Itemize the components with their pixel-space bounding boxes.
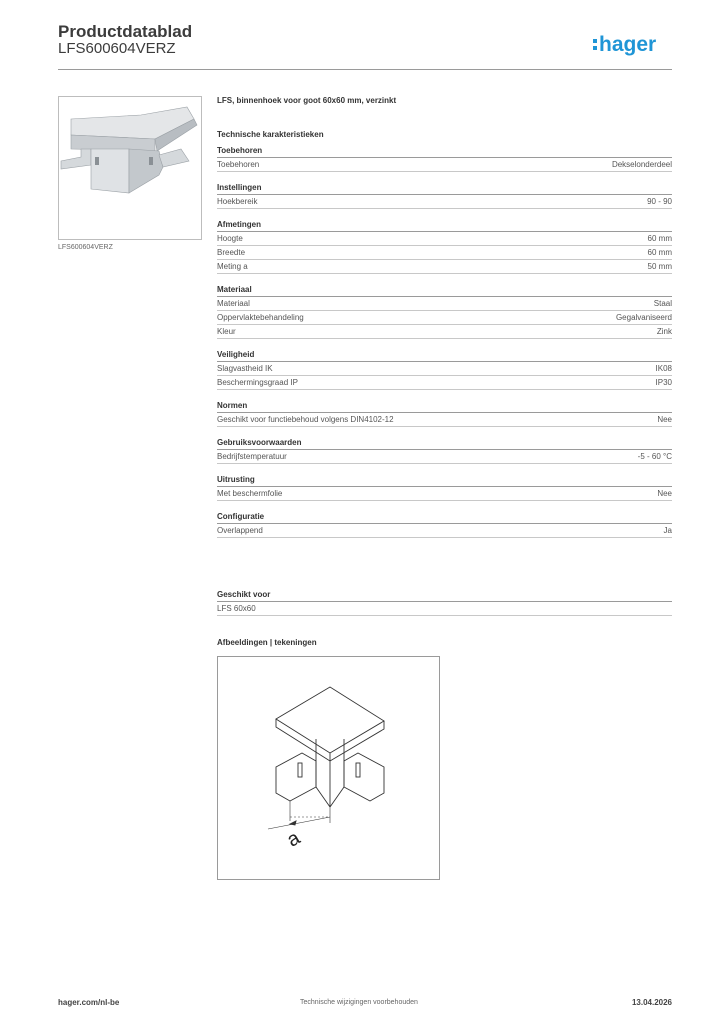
spec-section-title: Gebruiksvoorwaarden xyxy=(217,437,672,450)
spec-section-title: Materiaal xyxy=(217,284,672,297)
spec-section xyxy=(217,284,672,339)
spec-sections xyxy=(217,145,672,538)
spec-label: Hoekbereik xyxy=(217,197,258,206)
spec-row xyxy=(217,232,672,246)
footer-date: 13.04.2026 xyxy=(631,998,672,1007)
spec-value: 90 - 90 xyxy=(647,197,672,206)
dimension-label-a: a xyxy=(283,826,304,852)
suitable-for-title: Geschikt voor xyxy=(217,589,672,602)
spec-row xyxy=(217,376,672,390)
spec-value: Nee xyxy=(657,489,672,498)
spec-value: Ja xyxy=(663,526,672,535)
spec-value: Staal xyxy=(653,299,672,308)
spec-label: Materiaal xyxy=(217,299,250,308)
suitable-for-item: LFS 60x60 xyxy=(217,604,256,613)
spec-label: Oppervlaktebehandeling xyxy=(217,313,304,322)
spec-value: 60 mm xyxy=(647,248,672,257)
spec-value: 60 mm xyxy=(647,234,672,243)
spec-section-title: Afmetingen xyxy=(217,219,672,232)
product-code: LFS600604VERZ xyxy=(58,40,176,57)
spec-heading: Technische karakteristieken xyxy=(217,130,324,139)
footer-disclaimer: Technische wijzigingen voorbehouden xyxy=(300,999,418,1006)
suitable-for-section xyxy=(217,589,672,616)
spec-value: IP30 xyxy=(655,378,672,387)
spec-row xyxy=(217,158,672,172)
spec-section-title: Configuratie xyxy=(217,511,672,524)
footer-website[interactable]: hager.com/nl-be xyxy=(58,998,120,1007)
spec-section xyxy=(217,474,672,501)
spec-section-title: Toebehoren xyxy=(217,145,672,158)
spec-value: Dekselonderdeel xyxy=(611,160,672,169)
spec-row xyxy=(217,413,672,427)
images-heading: Afbeeldingen | tekeningen xyxy=(217,638,317,647)
spec-section-title: Veiligheid xyxy=(217,349,672,362)
spec-row xyxy=(217,311,672,325)
spec-section xyxy=(217,400,672,427)
spec-section xyxy=(217,219,672,274)
spec-row xyxy=(217,524,672,538)
spec-section-title: Instellingen xyxy=(217,182,672,195)
spec-section xyxy=(217,145,672,172)
spec-value: Gegalvaniseerd xyxy=(615,313,672,322)
spec-row xyxy=(217,246,672,260)
spec-label: Slagvastheid IK xyxy=(217,364,273,373)
spec-value: 50 mm xyxy=(647,262,672,271)
spec-row xyxy=(217,450,672,464)
spec-value: Nee xyxy=(657,415,672,424)
product-name: LFS, binnenhoek voor goot 60x60 mm, verzinkt xyxy=(217,96,397,105)
spec-label: Breedte xyxy=(217,248,246,257)
suitable-for-row xyxy=(217,602,672,616)
spec-label: Hoogte xyxy=(217,234,243,243)
spec-section xyxy=(217,182,672,209)
spec-section-title: Uitrusting xyxy=(217,474,672,487)
spec-section xyxy=(217,437,672,464)
spec-section xyxy=(217,511,672,538)
spec-row xyxy=(217,487,672,501)
spec-row xyxy=(217,362,672,376)
spec-label: Beschermingsgraad IP xyxy=(217,378,298,387)
page-title: Productdatablad xyxy=(58,22,193,41)
spec-label: Overlappend xyxy=(217,526,263,535)
hager-logo xyxy=(592,30,674,58)
spec-row xyxy=(217,297,672,311)
spec-row xyxy=(217,325,672,339)
spec-row xyxy=(217,195,672,209)
spec-label: Geschikt voor functiebehoud volgens DIN4102-12 xyxy=(217,415,394,424)
spec-label: Meting a xyxy=(217,262,248,271)
spec-label: Bedrijfstemperatuur xyxy=(217,452,287,461)
product-photo xyxy=(58,96,202,240)
spec-value: IK08 xyxy=(655,364,672,373)
header-divider xyxy=(58,69,672,70)
spec-content xyxy=(217,96,672,538)
spec-label: Met beschermfolie xyxy=(217,489,283,498)
spec-section xyxy=(217,349,672,390)
spec-label: Toebehoren xyxy=(217,160,260,169)
logo-text: hager xyxy=(599,33,657,56)
spec-value: Zink xyxy=(656,327,672,336)
technical-drawing xyxy=(217,656,440,880)
spec-row xyxy=(217,260,672,274)
spec-value: -5 - 60 °C xyxy=(637,452,672,461)
product-photo-caption: LFS600604VERZ xyxy=(58,244,113,251)
spec-section-title: Normen xyxy=(217,400,672,413)
spec-label: Kleur xyxy=(217,327,236,336)
